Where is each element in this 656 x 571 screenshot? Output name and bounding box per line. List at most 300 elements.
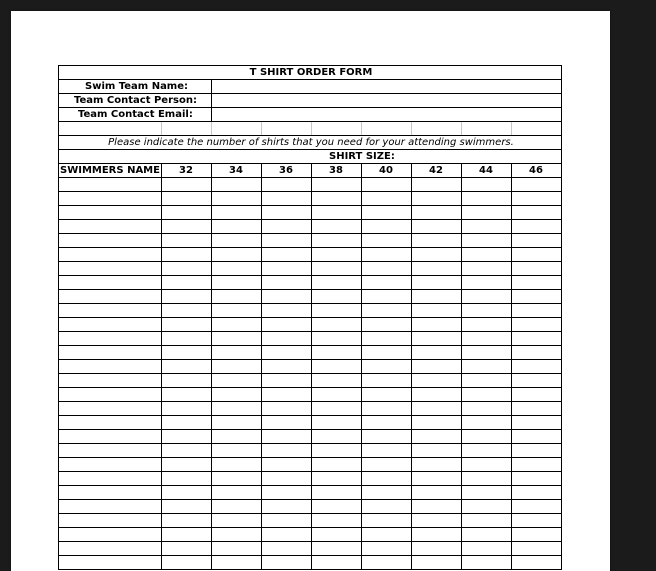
column-header-row — [58, 164, 562, 178]
size-32-quantity-cell[interactable] — [162, 374, 211, 387]
size-46-quantity-cell[interactable] — [512, 402, 561, 415]
size-44-quantity-cell[interactable] — [462, 360, 511, 373]
size-40-quantity-cell[interactable] — [362, 262, 411, 275]
size-44-quantity-cell[interactable] — [462, 374, 511, 387]
size-34-quantity-cell[interactable] — [212, 528, 261, 541]
size-32-quantity-cell[interactable] — [162, 234, 211, 247]
size-42-quantity-cell[interactable] — [412, 332, 461, 345]
swimmer-name-cell[interactable] — [59, 290, 161, 303]
swimmer-name-cell[interactable] — [59, 500, 161, 513]
size-34-quantity-cell[interactable] — [212, 178, 261, 191]
size-34-quantity-cell[interactable] — [212, 234, 261, 247]
size-36-quantity-cell[interactable] — [262, 472, 311, 485]
size-46-quantity-cell[interactable] — [512, 360, 561, 373]
size-38-quantity-cell[interactable] — [312, 388, 361, 401]
size-38-quantity-cell[interactable] — [312, 290, 361, 303]
swimmer-name-cell[interactable] — [59, 192, 161, 205]
size-36-quantity-cell[interactable] — [262, 276, 311, 289]
size-40-quantity-cell[interactable] — [362, 234, 411, 247]
field-row-contact-person — [58, 94, 562, 108]
size-40-quantity-cell[interactable] — [362, 416, 411, 429]
size-34-quantity-cell[interactable] — [212, 346, 261, 359]
size-36-quantity-cell[interactable] — [262, 262, 311, 275]
size-40-quantity-cell[interactable] — [362, 402, 411, 415]
swimmer-entry-row — [58, 346, 562, 360]
swimmer-name-cell[interactable] — [59, 248, 161, 261]
contact-person-field[interactable] — [214, 94, 559, 107]
size-42-quantity-cell[interactable] — [412, 290, 461, 303]
size-40-quantity-cell[interactable] — [362, 346, 411, 359]
size-32-quantity-cell[interactable] — [162, 318, 211, 331]
size-36-quantity-cell[interactable] — [262, 388, 311, 401]
size-36-quantity-cell[interactable] — [262, 346, 311, 359]
swimmer-entry-row — [58, 388, 562, 402]
field-row-contact-email — [58, 108, 562, 122]
size-36-quantity-cell[interactable] — [262, 500, 311, 513]
size-32-quantity-cell[interactable] — [162, 388, 211, 401]
size-38-quantity-cell[interactable] — [312, 234, 361, 247]
swimmer-entry-row — [58, 262, 562, 276]
size-46-quantity-cell[interactable] — [512, 220, 561, 233]
size-42-quantity-cell[interactable] — [412, 430, 461, 443]
size-34-quantity-cell[interactable] — [212, 486, 261, 499]
entry-rows — [58, 178, 562, 570]
size-38-quantity-cell[interactable] — [312, 374, 361, 387]
team-name-label: Swim Team Name: — [85, 81, 189, 92]
size-40-quantity-cell[interactable] — [362, 514, 411, 527]
size-46-quantity-cell[interactable] — [512, 388, 561, 401]
size-36-quantity-cell[interactable] — [262, 416, 311, 429]
size-42-quantity-cell[interactable] — [412, 458, 461, 471]
size-46-quantity-cell[interactable] — [512, 486, 561, 499]
size-42-quantity-cell[interactable] — [412, 528, 461, 541]
size-34-quantity-cell[interactable] — [212, 304, 261, 317]
size-32-quantity-cell[interactable] — [162, 430, 211, 443]
size-42-quantity-cell[interactable] — [412, 346, 461, 359]
size-44-quantity-cell[interactable] — [462, 234, 511, 247]
size-44-quantity-cell[interactable] — [462, 248, 511, 261]
swimmer-name-cell[interactable] — [59, 374, 161, 387]
swimmer-entry-row — [58, 178, 562, 192]
size-46-quantity-cell[interactable] — [512, 472, 561, 485]
size-header-42: 42 — [429, 165, 443, 176]
size-38-quantity-cell[interactable] — [312, 556, 361, 569]
size-44-quantity-cell[interactable] — [462, 388, 511, 401]
swimmer-entry-row — [58, 192, 562, 206]
size-36-quantity-cell[interactable] — [262, 430, 311, 443]
size-38-quantity-cell[interactable] — [312, 346, 361, 359]
swimmer-name-cell[interactable] — [59, 556, 161, 569]
swimmer-entry-row — [58, 528, 562, 542]
size-40-quantity-cell[interactable] — [362, 178, 411, 191]
swimmer-entry-row — [58, 556, 562, 570]
size-40-quantity-cell[interactable] — [362, 332, 411, 345]
size-38-quantity-cell[interactable] — [312, 402, 361, 415]
size-44-quantity-cell[interactable] — [462, 346, 511, 359]
size-38-quantity-cell[interactable] — [312, 472, 361, 485]
size-42-quantity-cell[interactable] — [412, 416, 461, 429]
size-46-quantity-cell[interactable] — [512, 318, 561, 331]
size-38-quantity-cell[interactable] — [312, 528, 361, 541]
size-38-quantity-cell[interactable] — [312, 514, 361, 527]
size-44-quantity-cell[interactable] — [462, 514, 511, 527]
size-32-quantity-cell[interactable] — [162, 220, 211, 233]
size-40-quantity-cell[interactable] — [362, 290, 411, 303]
size-32-quantity-cell[interactable] — [162, 304, 211, 317]
size-34-quantity-cell[interactable] — [212, 248, 261, 261]
size-46-quantity-cell[interactable] — [512, 458, 561, 471]
size-36-quantity-cell[interactable] — [262, 374, 311, 387]
size-34-quantity-cell[interactable] — [212, 332, 261, 345]
size-40-quantity-cell[interactable] — [362, 206, 411, 219]
swimmer-name-cell[interactable] — [59, 346, 161, 359]
size-40-quantity-cell[interactable] — [362, 360, 411, 373]
size-44-quantity-cell[interactable] — [462, 444, 511, 457]
size-36-quantity-cell[interactable] — [262, 304, 311, 317]
swimmer-entry-row — [58, 318, 562, 332]
size-34-quantity-cell[interactable] — [212, 220, 261, 233]
size-36-quantity-cell[interactable] — [262, 444, 311, 457]
size-38-quantity-cell[interactable] — [312, 486, 361, 499]
size-header-46: 46 — [529, 165, 543, 176]
size-40-quantity-cell[interactable] — [362, 486, 411, 499]
swimmer-entry-row — [58, 234, 562, 248]
size-42-quantity-cell[interactable] — [412, 486, 461, 499]
contact-person-label: Team Contact Person: — [74, 95, 197, 106]
size-40-quantity-cell[interactable] — [362, 430, 411, 443]
size-38-quantity-cell[interactable] — [312, 318, 361, 331]
swimmer-entry-row — [58, 458, 562, 472]
size-34-quantity-cell[interactable] — [212, 500, 261, 513]
size-46-quantity-cell[interactable] — [512, 500, 561, 513]
size-40-quantity-cell[interactable] — [362, 500, 411, 513]
size-34-quantity-cell[interactable] — [212, 556, 261, 569]
swimmer-name-cell[interactable] — [59, 178, 161, 191]
size-34-quantity-cell[interactable] — [212, 388, 261, 401]
size-46-quantity-cell[interactable] — [512, 276, 561, 289]
size-36-quantity-cell[interactable] — [262, 318, 311, 331]
size-46-quantity-cell[interactable] — [512, 444, 561, 457]
size-36-quantity-cell[interactable] — [262, 360, 311, 373]
size-32-quantity-cell[interactable] — [162, 416, 211, 429]
size-44-quantity-cell[interactable] — [462, 276, 511, 289]
size-42-quantity-cell[interactable] — [412, 304, 461, 317]
size-44-quantity-cell[interactable] — [462, 318, 511, 331]
size-42-quantity-cell[interactable] — [412, 262, 461, 275]
size-38-quantity-cell[interactable] — [312, 444, 361, 457]
size-34-quantity-cell[interactable] — [212, 262, 261, 275]
size-42-quantity-cell[interactable] — [412, 276, 461, 289]
size-38-quantity-cell[interactable] — [312, 430, 361, 443]
size-32-quantity-cell[interactable] — [162, 528, 211, 541]
size-46-quantity-cell[interactable] — [512, 192, 561, 205]
size-34-quantity-cell[interactable] — [212, 458, 261, 471]
size-header-38: 38 — [329, 165, 343, 176]
size-46-quantity-cell[interactable] — [512, 416, 561, 429]
swimmer-name-cell[interactable] — [59, 402, 161, 415]
size-42-quantity-cell[interactable] — [412, 542, 461, 555]
size-40-quantity-cell[interactable] — [362, 220, 411, 233]
size-32-quantity-cell[interactable] — [162, 248, 211, 261]
size-36-quantity-cell[interactable] — [262, 290, 311, 303]
size-36-quantity-cell[interactable] — [262, 248, 311, 261]
swimmer-entry-row — [58, 444, 562, 458]
size-44-quantity-cell[interactable] — [462, 430, 511, 443]
swimmer-name-cell[interactable] — [59, 206, 161, 219]
size-44-quantity-cell[interactable] — [462, 416, 511, 429]
size-36-quantity-cell[interactable] — [262, 528, 311, 541]
size-42-quantity-cell[interactable] — [412, 178, 461, 191]
size-46-quantity-cell[interactable] — [512, 178, 561, 191]
size-34-quantity-cell[interactable] — [212, 374, 261, 387]
size-46-quantity-cell[interactable] — [512, 234, 561, 247]
swimmer-name-cell[interactable] — [59, 430, 161, 443]
size-42-quantity-cell[interactable] — [412, 500, 461, 513]
size-36-quantity-cell[interactable] — [262, 458, 311, 471]
size-40-quantity-cell[interactable] — [362, 318, 411, 331]
size-38-quantity-cell[interactable] — [312, 360, 361, 373]
size-34-quantity-cell[interactable] — [212, 514, 261, 527]
swimmer-name-cell[interactable] — [59, 318, 161, 331]
size-36-quantity-cell[interactable] — [262, 332, 311, 345]
size-38-quantity-cell[interactable] — [312, 192, 361, 205]
size-36-quantity-cell[interactable] — [262, 542, 311, 555]
size-46-quantity-cell[interactable] — [512, 556, 561, 569]
size-42-quantity-cell[interactable] — [412, 318, 461, 331]
size-46-quantity-cell[interactable] — [512, 542, 561, 555]
swimmer-entry-row — [58, 206, 562, 220]
size-32-quantity-cell[interactable] — [162, 402, 211, 415]
size-44-quantity-cell[interactable] — [462, 486, 511, 499]
size-44-quantity-cell[interactable] — [462, 402, 511, 415]
swimmer-name-cell[interactable] — [59, 472, 161, 485]
size-36-quantity-cell[interactable] — [262, 514, 311, 527]
size-46-quantity-cell[interactable] — [512, 206, 561, 219]
swimmer-entry-row — [58, 472, 562, 486]
form-title: T SHIRT ORDER FORM — [249, 67, 373, 78]
spreadsheet-page — [11, 11, 610, 571]
swimmer-name-cell[interactable] — [59, 276, 161, 289]
size-40-quantity-cell[interactable] — [362, 304, 411, 317]
size-46-quantity-cell[interactable] — [512, 374, 561, 387]
swimmer-entry-row — [58, 402, 562, 416]
size-40-quantity-cell[interactable] — [362, 374, 411, 387]
size-40-quantity-cell[interactable] — [362, 472, 411, 485]
swimmer-name-cell[interactable] — [59, 220, 161, 233]
swimmer-entry-row — [58, 486, 562, 500]
swimmer-name-cell[interactable] — [59, 304, 161, 317]
swimmer-entry-row — [58, 290, 562, 304]
order-form-table — [58, 65, 562, 570]
title-row — [58, 65, 562, 80]
size-34-quantity-cell[interactable] — [212, 192, 261, 205]
swimmer-name-cell[interactable] — [59, 514, 161, 527]
swimmer-name-cell[interactable] — [59, 416, 161, 429]
swimmer-name-cell[interactable] — [59, 388, 161, 401]
swimmer-name-cell[interactable] — [59, 360, 161, 373]
size-38-quantity-cell[interactable] — [312, 262, 361, 275]
size-32-quantity-cell[interactable] — [162, 514, 211, 527]
size-32-quantity-cell[interactable] — [162, 276, 211, 289]
size-44-quantity-cell[interactable] — [462, 500, 511, 513]
size-32-quantity-cell[interactable] — [162, 332, 211, 345]
size-36-quantity-cell[interactable] — [262, 402, 311, 415]
size-42-quantity-cell[interactable] — [412, 402, 461, 415]
size-46-quantity-cell[interactable] — [512, 514, 561, 527]
size-46-quantity-cell[interactable] — [512, 528, 561, 541]
size-40-quantity-cell[interactable] — [362, 444, 411, 457]
swimmer-name-cell[interactable] — [59, 486, 161, 499]
team-name-field[interactable] — [214, 80, 559, 93]
size-34-quantity-cell[interactable] — [212, 444, 261, 457]
size-40-quantity-cell[interactable] — [362, 276, 411, 289]
size-40-quantity-cell[interactable] — [362, 528, 411, 541]
size-42-quantity-cell[interactable] — [412, 360, 461, 373]
size-38-quantity-cell[interactable] — [312, 276, 361, 289]
instruction-text: Please indicate the number of shirts that you need for your attending swimmers. — [108, 137, 514, 148]
size-42-quantity-cell[interactable] — [412, 556, 461, 569]
size-32-quantity-cell[interactable] — [162, 192, 211, 205]
size-38-quantity-cell[interactable] — [312, 304, 361, 317]
swimmer-name-cell[interactable] — [59, 542, 161, 555]
size-46-quantity-cell[interactable] — [512, 262, 561, 275]
size-34-quantity-cell[interactable] — [212, 360, 261, 373]
size-32-quantity-cell[interactable] — [162, 444, 211, 457]
size-42-quantity-cell[interactable] — [412, 374, 461, 387]
contact-email-field[interactable] — [214, 108, 559, 121]
size-44-quantity-cell[interactable] — [462, 542, 511, 555]
swimmer-entry-row — [58, 500, 562, 514]
size-46-quantity-cell[interactable] — [512, 346, 561, 359]
size-header-40: 40 — [379, 165, 393, 176]
size-32-quantity-cell[interactable] — [162, 556, 211, 569]
swimmer-name-cell[interactable] — [59, 262, 161, 275]
size-38-quantity-cell[interactable] — [312, 220, 361, 233]
size-44-quantity-cell[interactable] — [462, 304, 511, 317]
instruction-row — [58, 136, 562, 150]
size-44-quantity-cell[interactable] — [462, 178, 511, 191]
swimmer-entry-row — [58, 276, 562, 290]
size-32-quantity-cell[interactable] — [162, 472, 211, 485]
size-36-quantity-cell[interactable] — [262, 220, 311, 233]
size-heading-row — [58, 150, 562, 164]
size-38-quantity-cell[interactable] — [312, 542, 361, 555]
size-38-quantity-cell[interactable] — [312, 458, 361, 471]
size-36-quantity-cell[interactable] — [262, 556, 311, 569]
size-36-quantity-cell[interactable] — [262, 234, 311, 247]
size-header-44: 44 — [479, 165, 493, 176]
size-40-quantity-cell[interactable] — [362, 192, 411, 205]
size-34-quantity-cell[interactable] — [212, 318, 261, 331]
swimmer-name-cell[interactable] — [59, 332, 161, 345]
size-38-quantity-cell[interactable] — [312, 500, 361, 513]
swimmer-entry-row — [58, 248, 562, 262]
size-42-quantity-cell[interactable] — [412, 444, 461, 457]
size-36-quantity-cell[interactable] — [262, 192, 311, 205]
spacer-row — [58, 122, 562, 136]
size-34-quantity-cell[interactable] — [212, 276, 261, 289]
swimmer-name-cell[interactable] — [59, 234, 161, 247]
size-34-quantity-cell[interactable] — [212, 542, 261, 555]
size-32-quantity-cell[interactable] — [162, 290, 211, 303]
size-42-quantity-cell[interactable] — [412, 220, 461, 233]
field-row-team-name — [58, 80, 562, 94]
size-46-quantity-cell[interactable] — [512, 290, 561, 303]
size-32-quantity-cell[interactable] — [162, 542, 211, 555]
swimmers-name-header: SWIMMERS NAME — [60, 165, 160, 176]
swimmer-entry-row — [58, 416, 562, 430]
size-44-quantity-cell[interactable] — [462, 192, 511, 205]
size-32-quantity-cell[interactable] — [162, 500, 211, 513]
size-42-quantity-cell[interactable] — [412, 472, 461, 485]
size-header-36: 36 — [279, 165, 293, 176]
size-32-quantity-cell[interactable] — [162, 458, 211, 471]
size-42-quantity-cell[interactable] — [412, 514, 461, 527]
size-44-quantity-cell[interactable] — [462, 332, 511, 345]
size-46-quantity-cell[interactable] — [512, 248, 561, 261]
size-38-quantity-cell[interactable] — [312, 178, 361, 191]
size-32-quantity-cell[interactable] — [162, 206, 211, 219]
size-34-quantity-cell[interactable] — [212, 430, 261, 443]
size-36-quantity-cell[interactable] — [262, 178, 311, 191]
contact-email-label: Team Contact Email: — [78, 109, 193, 120]
swimmer-entry-row — [58, 542, 562, 556]
size-42-quantity-cell[interactable] — [412, 388, 461, 401]
size-44-quantity-cell[interactable] — [462, 458, 511, 471]
size-32-quantity-cell[interactable] — [162, 262, 211, 275]
size-36-quantity-cell[interactable] — [262, 486, 311, 499]
size-34-quantity-cell[interactable] — [212, 290, 261, 303]
size-36-quantity-cell[interactable] — [262, 206, 311, 219]
size-32-quantity-cell[interactable] — [162, 346, 211, 359]
size-44-quantity-cell[interactable] — [462, 262, 511, 275]
swimmer-name-cell[interactable] — [59, 528, 161, 541]
size-34-quantity-cell[interactable] — [212, 416, 261, 429]
size-32-quantity-cell[interactable] — [162, 360, 211, 373]
size-44-quantity-cell[interactable] — [462, 206, 511, 219]
size-42-quantity-cell[interactable] — [412, 248, 461, 261]
size-42-quantity-cell[interactable] — [412, 206, 461, 219]
size-44-quantity-cell[interactable] — [462, 556, 511, 569]
size-38-quantity-cell[interactable] — [312, 248, 361, 261]
size-38-quantity-cell[interactable] — [312, 332, 361, 345]
swimmer-name-cell[interactable] — [59, 444, 161, 457]
size-42-quantity-cell[interactable] — [412, 234, 461, 247]
size-34-quantity-cell[interactable] — [212, 472, 261, 485]
size-38-quantity-cell[interactable] — [312, 206, 361, 219]
size-42-quantity-cell[interactable] — [412, 192, 461, 205]
size-46-quantity-cell[interactable] — [512, 304, 561, 317]
size-40-quantity-cell[interactable] — [362, 388, 411, 401]
size-32-quantity-cell[interactable] — [162, 178, 211, 191]
swimmer-name-cell[interactable] — [59, 458, 161, 471]
size-44-quantity-cell[interactable] — [462, 528, 511, 541]
swimmer-entry-row — [58, 374, 562, 388]
size-38-quantity-cell[interactable] — [312, 416, 361, 429]
size-44-quantity-cell[interactable] — [462, 472, 511, 485]
size-40-quantity-cell[interactable] — [362, 542, 411, 555]
size-44-quantity-cell[interactable] — [462, 220, 511, 233]
size-32-quantity-cell[interactable] — [162, 486, 211, 499]
size-40-quantity-cell[interactable] — [362, 458, 411, 471]
size-44-quantity-cell[interactable] — [462, 290, 511, 303]
size-40-quantity-cell[interactable] — [362, 248, 411, 261]
size-46-quantity-cell[interactable] — [512, 430, 561, 443]
size-34-quantity-cell[interactable] — [212, 206, 261, 219]
size-34-quantity-cell[interactable] — [212, 402, 261, 415]
size-46-quantity-cell[interactable] — [512, 332, 561, 345]
size-40-quantity-cell[interactable] — [362, 556, 411, 569]
